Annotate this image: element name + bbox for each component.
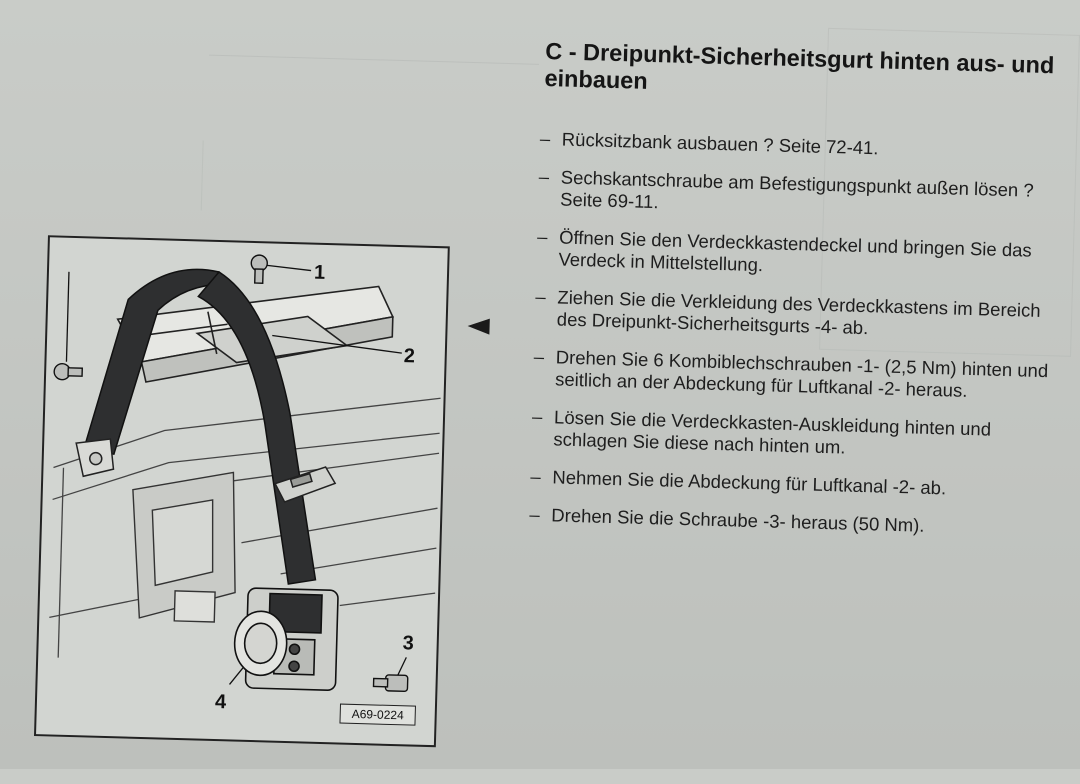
callout-label: 1 <box>313 261 326 284</box>
step-item: – Lösen Sie die Verdeckkasten-Auskleidung hinten und schlagen Sie diese nach hinten um. <box>531 406 1052 465</box>
section-title: C - Dreipunkt-Sicherheitsgurt hinten aus- und einbauen <box>544 38 1055 94</box>
figure-reference: A69-0224 <box>339 704 416 726</box>
seatbelt-illustration <box>34 235 450 747</box>
instruction-steps <box>529 128 1060 556</box>
step-item: – Rücksitzbank ausbauen ? Seite 72-41. <box>540 128 1060 165</box>
callout-label: 3 <box>402 632 415 655</box>
bolt-icon <box>373 674 407 691</box>
show-through-text <box>209 39 539 65</box>
step-item: – Öffnen Sie den Verdeckkastendeckel und bringen Sie das Verdeck in Mittelstellung. <box>536 226 1057 285</box>
figure-pointer-arrow-icon <box>467 318 489 335</box>
step-item: – Drehen Sie die Schraube -3- heraus (50 Nm). <box>529 504 1049 541</box>
callout-label: 4 <box>214 691 227 714</box>
seat-bracket <box>129 470 238 623</box>
callout-label: 2 <box>403 345 416 368</box>
seatbelt-drawing <box>36 237 448 745</box>
step-item: – Nehmen Sie die Abdeckung für Luftkanal -2- ab. <box>530 466 1050 503</box>
show-through-text <box>201 140 504 218</box>
screw-icon <box>251 255 268 283</box>
screw-icon <box>54 363 82 380</box>
step-item: – Ziehen Sie die Verkleidung des Verdeckkastens im Bereich des Dreipunkt-Sicherheitsgurts -4- ab. <box>535 286 1056 345</box>
step-item: – Drehen Sie 6 Kombiblechschrauben -1- (2,5 Nm) hinten und seitlich an der Abdeckung für Luftkanal -2- heraus. <box>533 346 1054 405</box>
lower-anchor-plate <box>75 438 114 477</box>
belt-retractor <box>233 588 338 691</box>
step-item: – Sechskantschraube am Befestigungspunkt außen lösen ? Seite 69-11. <box>538 166 1059 225</box>
